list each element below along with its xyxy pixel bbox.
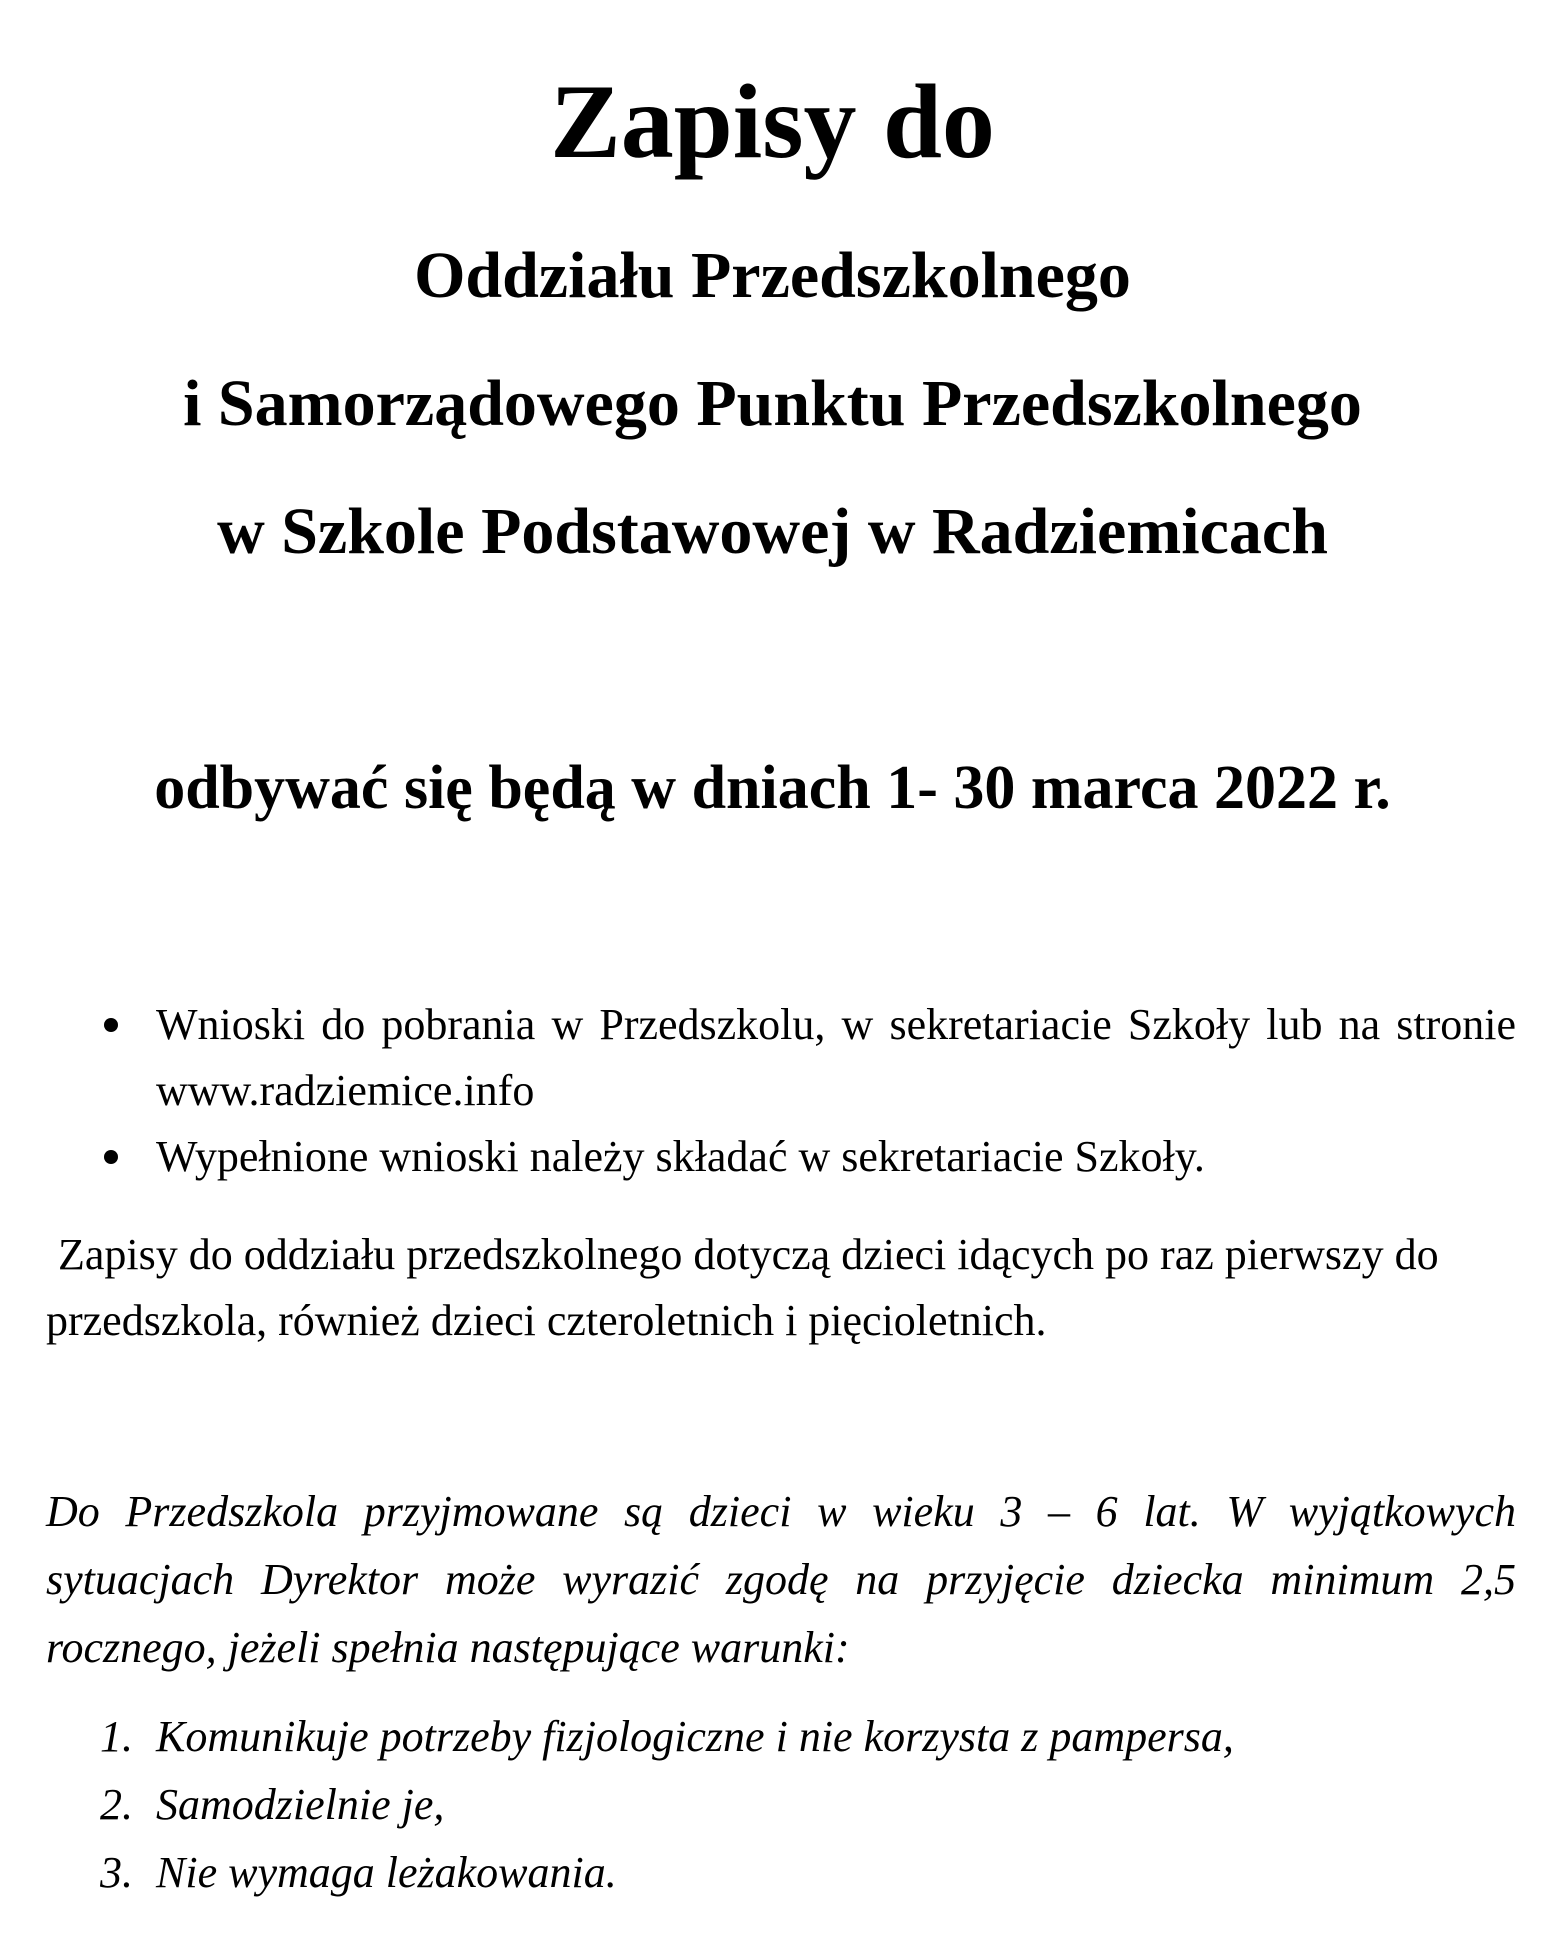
condition-text: Komunikuje potrzeby fizjologiczne i nie korzysta z pampersa, — [156, 1712, 1234, 1761]
bullet-dot-icon — [104, 1150, 118, 1164]
condition-text: Nie wymaga leżakowania. — [156, 1848, 617, 1897]
enrollment-scope-paragraph: Zapisy do oddziału przedszkolnego dotyczą dzieci idących po raz pierwszy do przedszkola, również dzieci czteroletnich i pięcioletnich. — [46, 1230, 1439, 1345]
condition-item — [96, 1771, 1234, 1839]
title-line-1: Oddziału Przedszkolnego — [414, 239, 1131, 312]
condition-text: Samodzielnie je, — [156, 1780, 445, 1829]
bullet-text: Wnioski do pobrania w Przedszkolu, w sekretariacie Szkoły lub na stronie www.radziemice.info — [156, 1000, 1516, 1115]
document-title: Zapisy do — [550, 63, 995, 180]
info-bullet-list — [96, 992, 1516, 1190]
age-requirements-paragraph: Do Przedszkola przyjmowane są dzieci w wieku 3 – 6 lat. W wyjątkowych sytuacjach Dyrektor może wyrazić zgodę na przyjęcie dziecka minimum 2,5 rocznego, jeżeli spełnia następujące warunki: — [46, 1487, 1516, 1672]
enrollment-dates: odbywać się będą w dniach 1- 30 marca 2022 r. — [154, 754, 1391, 822]
condition-item — [96, 1839, 1234, 1907]
conditions-list — [96, 1703, 1234, 1907]
bullet-dot-icon — [104, 1018, 118, 1032]
condition-item — [96, 1703, 1234, 1771]
condition-number: 3. — [100, 1848, 133, 1897]
bullet-text: Wypełnione wnioski należy składać w sekretariacie Szkoły. — [156, 1132, 1205, 1181]
bullet-item — [96, 992, 1516, 1124]
condition-number: 2. — [100, 1780, 133, 1829]
condition-number: 1. — [100, 1712, 133, 1761]
title-line-3: w Szkole Podstawowej w Radziemicach — [217, 495, 1328, 568]
title-line-2: i Samorządowego Punktu Przedszkolnego — [183, 367, 1362, 440]
bullet-item — [96, 1124, 1516, 1190]
